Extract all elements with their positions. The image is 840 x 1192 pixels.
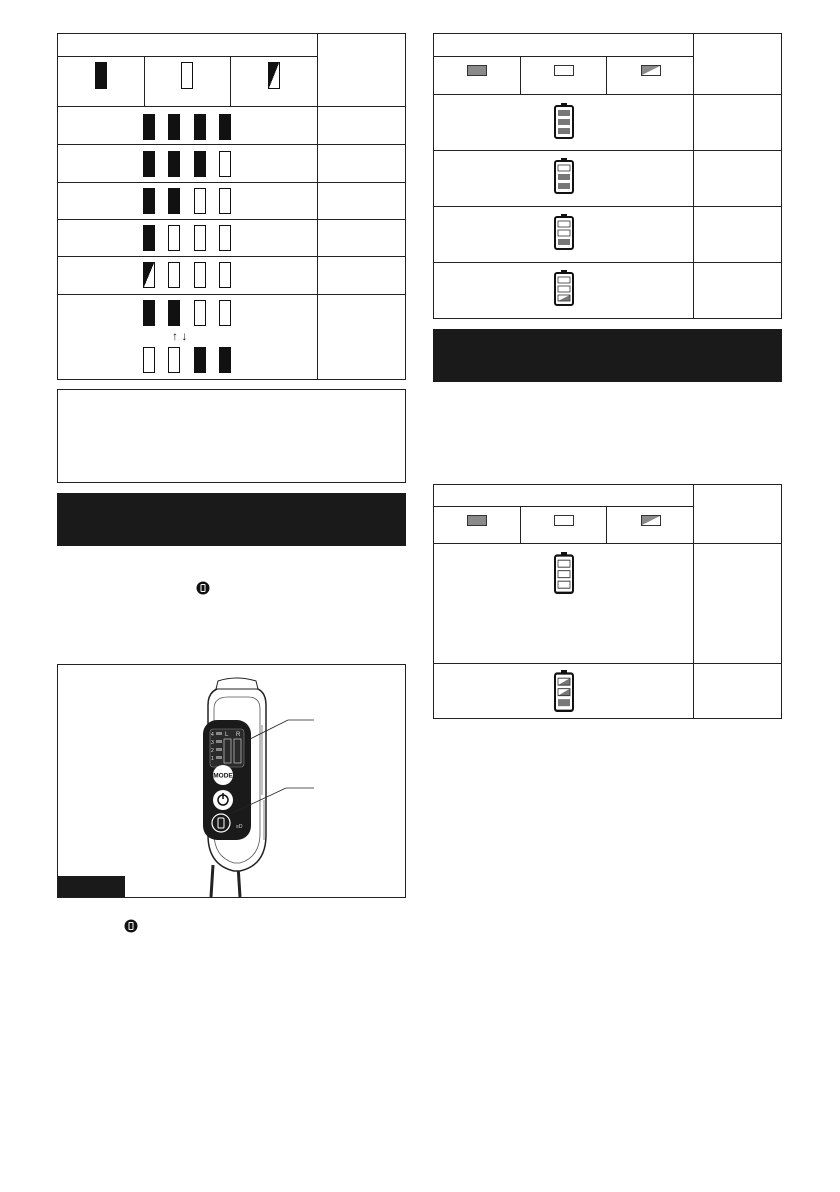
- led-indicator: [219, 347, 231, 373]
- table-divider: [693, 484, 694, 719]
- battery-icon: [554, 552, 574, 594]
- battery-icon: [196, 581, 210, 600]
- led-indicator: [219, 225, 231, 251]
- battery-icon: [554, 158, 574, 194]
- section-heading-banner: [57, 493, 406, 546]
- led-indicator: [194, 225, 206, 251]
- led-indicator: [219, 262, 231, 288]
- figure-label: [58, 876, 125, 897]
- led-indicator: [168, 262, 180, 288]
- table-divider: [520, 506, 521, 543]
- battery-icon: [554, 214, 574, 250]
- alternating-arrows: ↑ ↓: [172, 329, 188, 343]
- led-indicator: [168, 225, 180, 251]
- led-indicator: [219, 114, 231, 140]
- table-divider: [57, 256, 406, 257]
- led-indicator: [143, 262, 155, 288]
- led-indicator: [194, 151, 206, 177]
- led-indicator: [168, 347, 180, 373]
- table-divider: [693, 33, 694, 319]
- legend-green-icon: [467, 515, 487, 526]
- led-indicator: [219, 151, 231, 177]
- table-divider: [144, 56, 145, 106]
- table-divider: [230, 56, 231, 106]
- led-level-1: 1: [211, 756, 214, 762]
- mode-button-label: MODE: [213, 772, 233, 780]
- device-figure: [57, 664, 406, 898]
- led-indicator: [219, 188, 231, 214]
- legend-blinking-icon: [268, 62, 280, 89]
- led-status-table: [57, 33, 406, 380]
- legend-off-icon: [554, 515, 574, 526]
- table-divider: [433, 543, 782, 544]
- battery-check-icon: [124, 919, 138, 938]
- note-box: [57, 389, 406, 483]
- table-divider: [520, 56, 521, 94]
- side-label-l: L: [225, 732, 229, 738]
- led-indicator: [143, 347, 155, 373]
- led-indicator: [194, 347, 206, 373]
- table-divider: [433, 150, 782, 151]
- led-indicator: [194, 188, 206, 214]
- led-level-2: 2: [211, 748, 214, 754]
- legend-off-icon: [554, 65, 574, 76]
- led-indicator: [194, 300, 206, 326]
- legend-green-icon: [467, 65, 487, 76]
- led-indicator: [168, 300, 180, 326]
- table-divider: [606, 56, 607, 94]
- table-divider: [433, 506, 693, 507]
- led-indicator: [219, 300, 231, 326]
- led-level-4: 4: [211, 732, 214, 738]
- table-divider: [606, 506, 607, 543]
- table-divider: [57, 219, 406, 220]
- device-illustration: [58, 665, 405, 897]
- table-divider: [317, 33, 318, 380]
- led-indicator: [143, 225, 155, 251]
- led-indicator: [168, 114, 180, 140]
- led-level-3: 3: [211, 740, 214, 746]
- table-divider: [433, 206, 782, 207]
- table-divider: [433, 663, 782, 664]
- led-indicator: [143, 151, 155, 177]
- table-divider: [433, 56, 693, 57]
- table-divider: [433, 94, 782, 95]
- led-indicator: [143, 300, 155, 326]
- legend-blinking-icon: [641, 65, 661, 76]
- svg-text:≡D: ≡D: [236, 824, 243, 830]
- battery-icon: [554, 103, 574, 139]
- battery-icon: [554, 270, 574, 306]
- side-label-r: R: [236, 732, 241, 738]
- battery-icon: [554, 670, 574, 712]
- table-divider: [57, 294, 406, 295]
- led-indicator: [168, 151, 180, 177]
- table-divider: [57, 182, 406, 183]
- led-indicator: [168, 188, 180, 214]
- led-indicator: [143, 188, 155, 214]
- legend-blinking-icon: [641, 515, 661, 526]
- table-divider: [433, 262, 782, 263]
- led-indicator: [194, 114, 206, 140]
- legend-off-icon: [181, 62, 193, 89]
- table-divider: [57, 56, 317, 57]
- table-divider: [57, 106, 406, 107]
- legend-lit-icon: [95, 62, 107, 89]
- led-indicator: [143, 114, 155, 140]
- table-divider: [57, 144, 406, 145]
- led-indicator: [194, 262, 206, 288]
- section-heading-banner: [433, 329, 782, 382]
